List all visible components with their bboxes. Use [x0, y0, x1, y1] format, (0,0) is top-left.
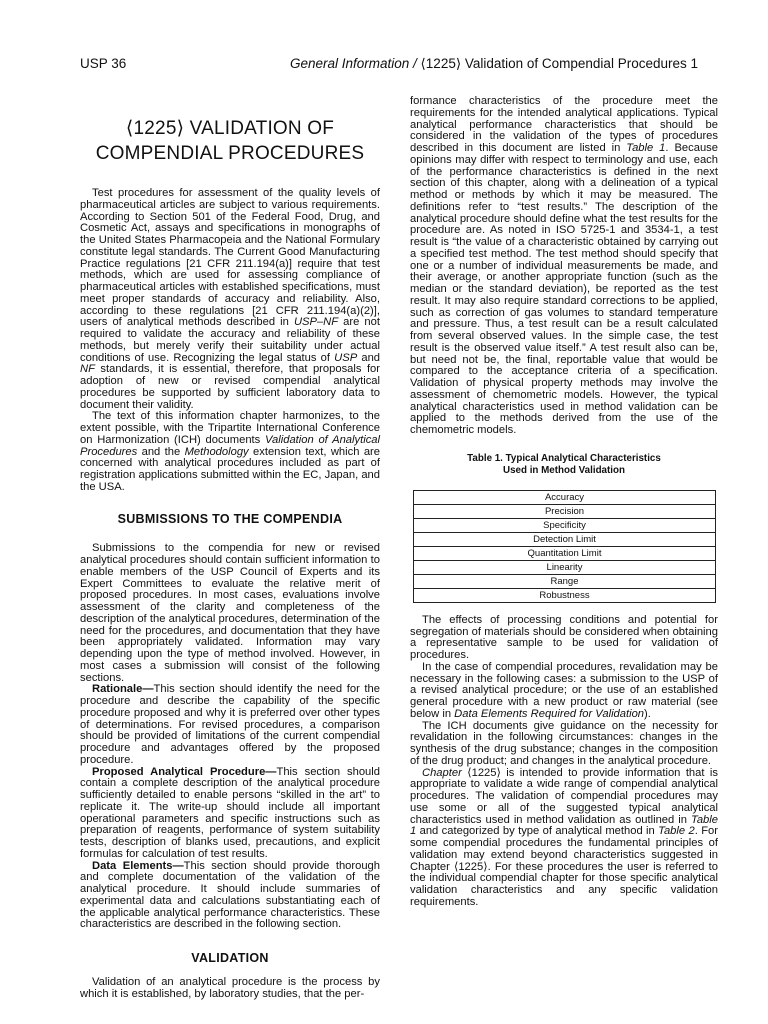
text-run-italic: NF	[80, 363, 95, 376]
text-run: This section should identify the need for the procedure and describe the capability of the specific procedure proposed and why it is preferred over other types of determinations. For revised procedures, a comparison should be provided of limitations of the current compendial procedure and advantages offered by the proposed procedure.	[80, 683, 380, 766]
data-elements-paragraph	[80, 861, 380, 932]
table-caption-line1: Table 1. Typical Analytical Characteristics	[467, 452, 661, 464]
table-cell: Quantitation Limit	[414, 546, 716, 560]
right-column	[410, 96, 718, 909]
text-run-italic: Table 2	[658, 825, 695, 838]
table-cell: Linearity	[414, 560, 716, 574]
chapter-title-line1: ⟨1225⟩ VALIDATION OF	[125, 118, 335, 139]
submissions-heading: SUBMISSIONS TO THE COMPENDIA	[117, 511, 343, 526]
chapter-title-line2: COMPENDIAL PROCEDURES	[95, 143, 365, 164]
table-cell: Precision	[414, 504, 716, 518]
text-run-italic: Data Elements Required for Validation	[454, 707, 645, 720]
proposed-procedure-label: Proposed Analytical Procedure—	[92, 765, 277, 778]
text-run: and the	[137, 445, 185, 458]
table-caption-line2: Used in Method Validation	[503, 464, 625, 476]
table-row	[414, 588, 716, 602]
table-row	[414, 546, 716, 560]
text-run-italic: Table 1	[626, 142, 666, 154]
text-run-italic: Chapter	[422, 766, 462, 779]
table-row	[414, 560, 716, 574]
text-run: ⟨1225⟩ is intended to provide information that is appropriate to validate a wide range of compendial analytical procedures. The validation of compendial procedures may use some or all of the suggested typical analytical characteristics used in method validation as outlined in	[410, 766, 718, 826]
table-cell: Detection Limit	[414, 532, 716, 546]
data-elements-label: Data Elements—	[92, 859, 184, 872]
text-run-italic: USP–NF	[293, 316, 339, 329]
text-run: ).	[644, 707, 651, 720]
header-right	[290, 56, 698, 72]
text-run: Test procedures for assessment of the quality levels of pharmaceutical articles are subject to various requirements. According to Section 501 of the Federal Food, Drug, and Cosmetic Act, assays and specifications in monographs of the United States Pharmacopeia and the National Formulary constitute legal standards. The Current Good Manufacturing Practice regulations [21 CFR 211.194(a)] require that test methods, which are used for assessing compliance of pharmaceutical articles with established specifications, must meet proper standards of accuracy and reliability. Also, according to these regulations [21 CFR 211.194(a)(2)], users of analytical methods described in	[80, 187, 380, 329]
header-left: USP 36	[80, 56, 127, 71]
intro-paragraph-2	[80, 411, 380, 493]
table-1	[413, 490, 716, 603]
right-paragraph-5	[410, 768, 718, 909]
text-run: The text of this information chapter harmonizes, to the extent possible, with the Tripartite International Conference on Harmonization (ICH) documents	[80, 410, 380, 446]
validation-paragraph: Validation of an analytical procedure is the process by which it is established, by laboratory studies, that the per-	[80, 975, 380, 1000]
text-run: standards, it is essential, therefore, that proposals for adoption of new or revised compendial analytical procedures be supported by sufficient laboratory data to document their validity.	[80, 363, 380, 411]
page-header	[80, 56, 698, 74]
text-run-italic: Table 1	[410, 813, 718, 838]
proposed-procedure-paragraph	[80, 767, 380, 861]
rationale-paragraph	[80, 684, 380, 766]
text-run-italic: USP	[334, 351, 358, 364]
table-row	[414, 532, 716, 546]
text-run: formance characteristics of the procedure meet the requirements for the intended analytical applications. Typical analytical performance characteristics that should be considered in the validation of the types of procedures described in this document are listed in	[410, 95, 718, 154]
text-run-italic: Methodology	[184, 445, 249, 458]
text-run: This section should provide thorough and complete documentation of the validation of the analytical procedure. It should include summaries of experimental data and calculations substantiating each of the applicable analytical performance characteristics. These characteristics are described in the following section.	[80, 859, 380, 931]
text-run: are not required to validate the accuracy and reliability of these methods, but merely verify their suitability under actual conditions of use. Recognizing the legal status of	[80, 316, 380, 364]
intro-paragraph-1	[80, 188, 380, 411]
table-cell: Specificity	[414, 518, 716, 532]
text-run: extension text, which are concerned with analytical procedures included as part of registration applications submitted within the EC, Japan, and the USA.	[80, 445, 380, 493]
right-paragraph-3	[410, 662, 718, 721]
text-run-italic: Validation of Analytical Procedures	[80, 433, 381, 458]
table-1-caption	[410, 453, 718, 477]
table-cell: Robustness	[414, 588, 716, 602]
rationale-label: Rationale—	[92, 683, 154, 696]
right-paragraph-4: The ICH documents give guidance on the necessity for revalidation in the following circumstances: changes in the synthesis of the drug substance; changes in the composition of the drug product; and changes in the analytical procedure.	[410, 719, 718, 767]
text-run: and	[357, 351, 381, 364]
spacer	[410, 603, 718, 615]
submissions-paragraph: Submissions to the compendia for new or revised analytical procedures should contain sufficient information to enable members of the USP Council of Experts and its Expert Committees to evaluate the relative merit of proposed procedures. In most cases, evaluations involve assessment of the clarity and completeness of the description of the analytical procedures, determination of the need for the procedures, and documentation that they have been appropriately validated. Information may vary depending upon the type of method involved. However, in most cases a submission will consist of the following sections.	[80, 542, 380, 684]
text-run: . For some compendial procedures the fundamental principles of validation may extend beyond characteristics suggested in Chapter ⟨1225⟩. For these procedures the user is referred to the individual compendial chapter for those specific analytical validation characteristics and any specific validation requirements.	[410, 825, 719, 908]
right-paragraph-2: The effects of processing conditions and potential for segregation of materials should be considered when obtaining a representative sample to be used for validation of procedures.	[410, 613, 718, 661]
text-run: . Because opinions may differ with respect to terminology and use, each of the performance characteristics is defined in the next section of this chapter, along with a delineation of a typical method or methods by which it may be measured. The definitions refer to “test results.” The description of the analytical procedure should define what the test results for the procedure are. As noted in ISO 5725-1 and 3534-1, a test result is “the value of a characteristic obtained by carrying out a specified test method. The test method should specify that one or a number of individual measurements be made, and their average, or another appropriate function (such as the median or the standard deviation), be reported as the test result. It may also require standard corrections to be applied, such as correction of gas volumes to standard temperature and pressure. Thus, a test result can be a result calculated from several observed values. In the simple case, the test result is the observed value itself.” A test result also can be, but need not be, the final, reportable value that would be compared to the acceptance criteria of a specification. Validation of physical property methods may involve the assessment of chemometric models. However, the typical analytical characteristics used in method validation can be applied to the methods derived from the use of the chemometric models.	[410, 142, 718, 436]
chapter-title	[80, 116, 380, 166]
text-run: This section should contain a complete description of the analytical procedure sufficiently detailed to enable persons “skilled in the art” to replicate it. The write-up should include all important operational parameters and specific instructions such as preparation of reagents, performance of system suitability tests, description of blanks used, precautions, and explicit formulas for calculation of test results.	[80, 765, 380, 860]
table-cell: Accuracy	[414, 490, 716, 504]
header-right-italic: General Information /	[289, 56, 417, 71]
text-run: and categorized by type of analytical method in	[416, 825, 659, 838]
validation-heading: VALIDATION	[191, 951, 269, 965]
table-row	[414, 504, 716, 518]
table-row	[414, 490, 716, 504]
table-row	[414, 518, 716, 532]
text-run: In the case of compendial procedures, revalidation may be necessary in the following cases: a submission to the USP of a revised analytical procedure; or the use of an established general procedure with a new product or raw material (see below in	[410, 660, 718, 720]
left-column	[80, 96, 380, 1000]
header-right-text: ⟨1225⟩ Validation of Compendial Procedures 1	[416, 56, 698, 71]
table-row	[414, 574, 716, 588]
table-cell: Range	[414, 574, 716, 588]
right-paragraph-1	[410, 96, 718, 437]
